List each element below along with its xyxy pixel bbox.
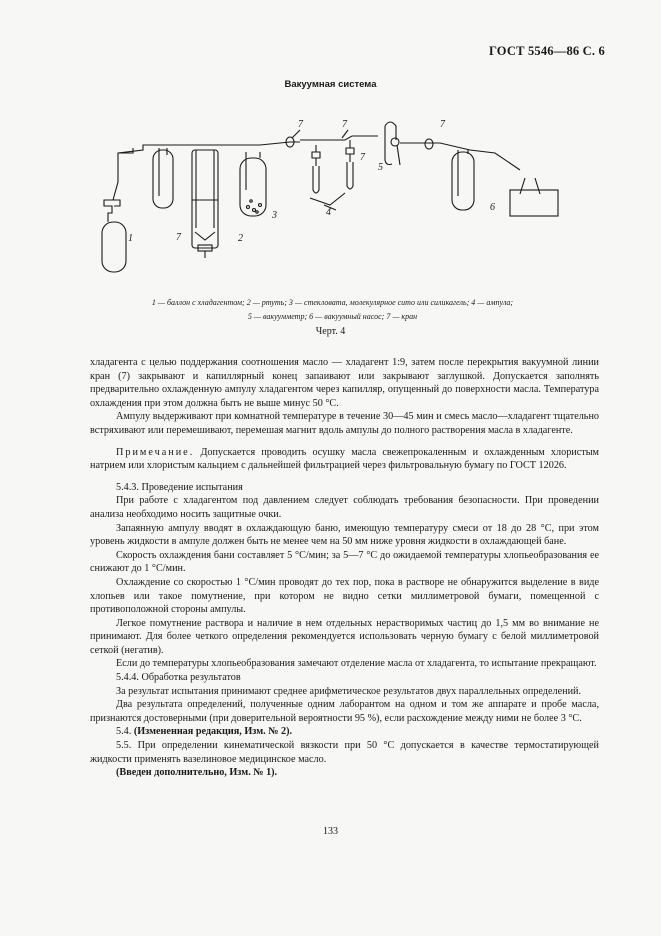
note (90, 446, 599, 473)
callout-7e: 7 (360, 152, 365, 163)
paragraph-separation: Если до температуры хлопьеобразования замечают отделение масла от хладагента, то испытание прекращают. (116, 658, 597, 670)
paragraph-cooling: Охлаждение со скоростью 1 °С/мин проводят до тех пор, пока в растворе не обнаружится выделение в виде хлопьев или такое помутнение, при котором не видно сетки миллиметровой бумаги, помещенной с противоположной стороны ампулы. (90, 576, 599, 616)
callout-7a: 7 (298, 119, 303, 130)
vacuum-line-2 (300, 136, 378, 140)
mercury-trap (192, 150, 218, 258)
paragraph-result: За результат испытания принимают среднее арифметическое результатов двух параллельных определений. (116, 685, 582, 697)
amendment-5-5 (90, 766, 599, 780)
ampoule-1 (312, 145, 320, 193)
callout-5: 5 (378, 162, 383, 173)
paragraph-5-5: 5.5. При определении кинематической вязкости при 50 °С допускается в качестве термостатирующей жидкости применять вазелиновое медицинское масло. (90, 740, 599, 765)
amendment-5-4 (90, 725, 599, 739)
pump-trap (452, 150, 474, 210)
body-text (90, 356, 599, 780)
callout-2: 2 (238, 233, 243, 244)
callout-3: 3 (272, 210, 277, 221)
amendment-5-5-text: (Введен дополнительно, Изм. № 1). (116, 767, 278, 779)
callout-1: 1 (128, 233, 133, 244)
figure-legend (60, 296, 605, 324)
callout-7d: 7 (440, 119, 445, 130)
section-5-4-4: 5.4.4. Обработка результатов (116, 672, 241, 684)
standard-header: ГОСТ 5546—86 С. 6 (488, 44, 605, 58)
paragraph-reliability: Два результата определений, полученные одним лаборантом на одном и том же аппарате и пробе масла, признаются достоверными (при доверительной вероятности 95 %), если расхождение между ними не более 3 °С. (90, 699, 599, 724)
callout-7b: 7 (342, 119, 347, 130)
tap-3 (425, 139, 433, 149)
note-text: Допускается проводить осушку масла свежепрокаленным и охлажденным хлористым натрием или хлористым кальцием с дальнейшей фильтрацией через фильтровальную бумагу по ГОСТ 12026. (90, 446, 600, 472)
vacuum-system-diagram (0, 95, 661, 295)
paragraph-ampoule: Ампулу выдерживают при комнатной температуре в течение 30—45 мин и смесь масло—хладагент тщательно встряхивают или перемешивают, перемешая магнит вдоль ампулы до полного растворения масла в хладагенте. (90, 411, 599, 436)
vacuum-gauge (385, 122, 400, 165)
paragraph-turbidity: Легкое помутнение раствора и наличие в нем отдельных нерастворимых частиц до 1,5 мм во внимание не принимают. Для более четкого определения рекомендуется использовать черную бумагу с белой миллиметровой сеткой (негатив). (90, 617, 599, 656)
callout-4: 4 (326, 207, 331, 218)
vacuum-line (118, 142, 300, 153)
figure-caption: Черт. 4 (315, 326, 346, 337)
callout-7c: 7 (176, 232, 181, 243)
paragraph-continuation: хладагента с целью поддержания соотношения масло — хладагент 1:9, затем после перекрытия вакуумной линии кран (7) закрывают и капиллярный конец запаивают или закрывают заглушкой. Допускается заполнять предварительно охлажденную ампулу хладагентом через капилляр, опущенный до поверхности масла. Температура охлаждения при этом должна быть не выше минус 50 °С. (90, 357, 599, 409)
note-label: Примечание. (116, 446, 195, 458)
figure-title: Вакуумная система (284, 79, 377, 90)
ampoule-2 (346, 140, 354, 189)
refrigerant-cylinder (102, 148, 133, 272)
callout-6: 6 (490, 202, 495, 213)
amendment-5-4-text: (Измененная редакция, Изм. № 2). (133, 726, 293, 738)
cold-trap-1 (153, 148, 173, 208)
vacuum-line-3 (400, 143, 520, 170)
page-number: 133 (323, 826, 338, 837)
amendment-5-4-num: 5.4. (116, 726, 132, 738)
vacuum-pump (510, 190, 558, 216)
legend-line-2: 5 — вакуумметр; 6 — вакуумный насос; 7 — кран (247, 312, 418, 321)
paragraph-safety: При работе с хладагентом под давлением следует соблюдать требования безопасности. При проведении анализа необходимо носить защитные очки. (90, 495, 599, 520)
legend-line-1: 1 — баллон с хладагентом; 2 — ртуть; 3 — стекловата, молекулярное сито или силикагель; 4 — ампула; (151, 298, 514, 307)
section-5-4-3: 5.4.3. Проведение испытания (116, 481, 243, 493)
paragraph-cooling-rate: Скорость охлаждения бани составляет 5 °С/мин; за 5—7 °С до ожидаемой температуры хлопьеобразования ее снижают до 1 °С/мин. (90, 549, 599, 575)
paragraph-bath: Запаянную ампулу вводят в охлаждающую баню, имеющую температуру смеси от 18 до 28 °С, при этом уровень жидкости в ампуле должен быть не менее чем на 50 мм ниже уровня жидкости в охлаждающей бане. (90, 522, 599, 548)
desiccant-trap (240, 152, 266, 216)
